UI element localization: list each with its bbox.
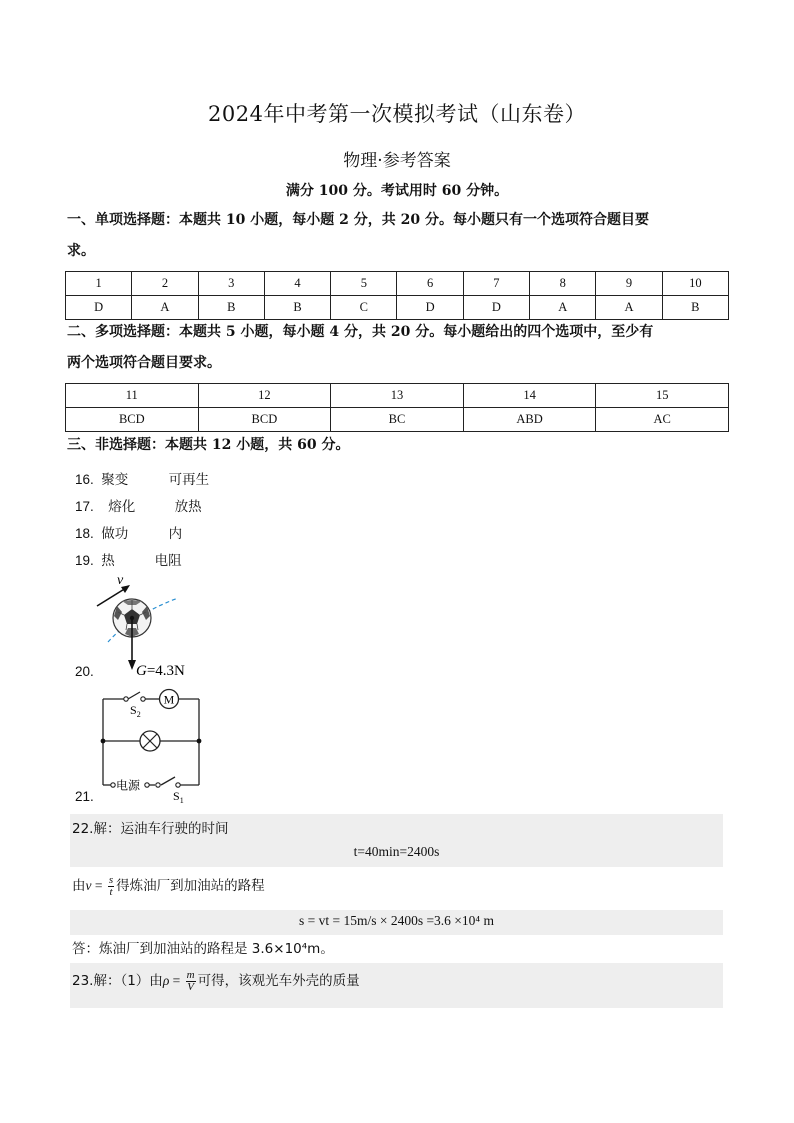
question-number-cell: 1 bbox=[66, 272, 132, 296]
answer-part-b: 放热 bbox=[174, 499, 202, 515]
answer-part-a: 做功 bbox=[101, 526, 129, 542]
switch-s2-label bbox=[130, 703, 141, 719]
gravity-label bbox=[136, 663, 185, 679]
question-number-cell: 2 bbox=[132, 272, 198, 296]
answer-cell: BCD bbox=[66, 408, 199, 432]
q22-fraction bbox=[108, 875, 114, 898]
q23-shaded-block bbox=[70, 963, 723, 1008]
answer-cell: C bbox=[331, 296, 397, 320]
answer-17 bbox=[75, 495, 202, 515]
answer-cell: A bbox=[596, 296, 662, 320]
q21-circuit-diagram bbox=[95, 683, 210, 805]
q22-shaded-block bbox=[70, 814, 723, 867]
q22-distance-block bbox=[70, 910, 723, 935]
question-number: 19. bbox=[75, 553, 94, 568]
lamp-icon bbox=[140, 731, 160, 751]
question-number-cell: 4 bbox=[264, 272, 330, 296]
section1-heading bbox=[67, 205, 729, 267]
answer-part-b: 内 bbox=[168, 526, 183, 542]
answer-cell: D bbox=[66, 296, 132, 320]
section2-heading-line2: 两个选项符合题目要求。 bbox=[67, 355, 221, 371]
q22-formula-suffix: 得炼油厂到加油站的路程 bbox=[116, 878, 265, 894]
q22-velocity-symbol: v bbox=[85, 878, 92, 893]
question-number-cell: 15 bbox=[596, 384, 729, 408]
section2-heading bbox=[67, 317, 729, 379]
question-number-cell: 9 bbox=[596, 272, 662, 296]
gravity-symbol: G bbox=[136, 663, 147, 679]
answer-18 bbox=[75, 522, 182, 542]
question-number-cell: 10 bbox=[662, 272, 728, 296]
table-row-answers bbox=[66, 408, 729, 432]
q22-formula-prefix: 由 bbox=[72, 878, 86, 894]
q22-intro: 22.解：运油车行驶的时间 bbox=[72, 821, 229, 837]
switch-s1-subscript: 1 bbox=[179, 796, 184, 805]
answer-cell: AC bbox=[596, 408, 729, 432]
q22-fraction-numerator: s bbox=[108, 873, 114, 886]
q22-time-equation: t=40min=2400s bbox=[353, 844, 440, 859]
q23-prefix: 23.解：（1）由 bbox=[72, 973, 163, 989]
answer-cell: B bbox=[662, 296, 728, 320]
answer-cell: ABD bbox=[463, 408, 596, 432]
question-number-cell: 7 bbox=[463, 272, 529, 296]
question-number: 18. bbox=[75, 526, 94, 541]
switch-s1-symbol: S bbox=[173, 789, 180, 803]
question-number-cell: 11 bbox=[66, 384, 199, 408]
gravity-arrowhead-icon bbox=[128, 660, 136, 670]
section3-heading: 三、非选择题：本题共 12 小题，共 60 分。 bbox=[67, 437, 350, 453]
answer-cell: BCD bbox=[198, 408, 331, 432]
gravity-value: =4.3N bbox=[146, 663, 185, 679]
answer-cell: B bbox=[198, 296, 264, 320]
q23-equals: = bbox=[169, 973, 184, 988]
page-title: 2024年中考第一次模拟考试（山东卷） bbox=[208, 102, 586, 126]
power-source-label: 电源 bbox=[116, 778, 141, 793]
switch-s1-label bbox=[173, 789, 184, 805]
answer-cell: D bbox=[397, 296, 463, 320]
switch-s2-symbol: S bbox=[130, 703, 137, 717]
junction-left bbox=[101, 739, 106, 744]
section2-heading-line1: 二、多项选择题：本题共 5 小题，每小题 4 分，共 20 分。每小题给出的四个选项中，至少有 bbox=[67, 324, 654, 340]
table-row-numbers bbox=[66, 272, 729, 296]
question-number-cell: 8 bbox=[530, 272, 596, 296]
answer-cell: B bbox=[264, 296, 330, 320]
q23-fraction bbox=[186, 970, 196, 993]
q23-line bbox=[72, 969, 360, 993]
multi-choice-answer-table bbox=[65, 383, 729, 432]
single-choice-answer-table bbox=[65, 271, 729, 320]
q23-fraction-numerator: m bbox=[186, 968, 195, 981]
velocity-label: v bbox=[117, 573, 124, 588]
question-number-cell: 13 bbox=[331, 384, 464, 408]
switch-s2-blade bbox=[128, 692, 140, 699]
q22-final-answer: 答：炼油厂到加油站的路程是 3.6×10⁴m。 bbox=[72, 941, 334, 957]
question-number-cell: 6 bbox=[397, 272, 463, 296]
motor-label: M bbox=[163, 692, 175, 707]
answer-cell: A bbox=[132, 296, 198, 320]
junction-right bbox=[197, 739, 202, 744]
q23-fraction-denominator: V bbox=[187, 980, 195, 993]
answer-part-a: 聚变 bbox=[101, 472, 129, 488]
question-number-cell: 12 bbox=[198, 384, 331, 408]
question-number-cell: 14 bbox=[463, 384, 596, 408]
q22-equals: = bbox=[91, 878, 106, 893]
table-row-numbers bbox=[66, 384, 729, 408]
q22-distance-equation: s = vt = 15m/s × 2400s =3.6 ×10⁴ m bbox=[298, 913, 495, 928]
answer-part-b: 电阻 bbox=[154, 553, 182, 569]
answer-cell: D bbox=[463, 296, 529, 320]
q22-formula-line bbox=[72, 872, 265, 900]
answer-part-b: 可再生 bbox=[168, 472, 210, 488]
q23-suffix: 可得，该观光车外壳的质量 bbox=[197, 973, 360, 989]
switch-s2-subscript: 2 bbox=[136, 710, 141, 719]
exam-info: 满分 100 分。考试用时 60 分钟。 bbox=[285, 183, 509, 199]
q20-label: 20. bbox=[75, 664, 94, 679]
page-subtitle: 物理·参考答案 bbox=[343, 151, 451, 171]
answer-cell: BC bbox=[331, 408, 464, 432]
answer-19 bbox=[75, 549, 182, 569]
section1-heading-line1: 一、单项选择题：本题共 10 小题，每小题 2 分，共 20 分。每小题只有一个选项符合题目要 bbox=[67, 212, 649, 228]
answer-part-a: 热 bbox=[101, 553, 115, 569]
q22-fraction-denominator: t bbox=[109, 885, 113, 898]
answer-16 bbox=[75, 468, 209, 488]
question-number-cell: 5 bbox=[331, 272, 397, 296]
answer-cell: A bbox=[530, 296, 596, 320]
question-number: 17. bbox=[75, 499, 94, 514]
switch-s1-blade bbox=[161, 777, 175, 785]
section1-heading-line2: 求。 bbox=[67, 243, 95, 259]
question-number: 16. bbox=[75, 472, 94, 487]
q21-label: 21. bbox=[75, 789, 94, 804]
answer-part-a: 熔化 bbox=[108, 499, 136, 515]
question-number-cell: 3 bbox=[198, 272, 264, 296]
q23-density-symbol: ρ bbox=[162, 973, 170, 988]
table-row-answers bbox=[66, 296, 729, 320]
